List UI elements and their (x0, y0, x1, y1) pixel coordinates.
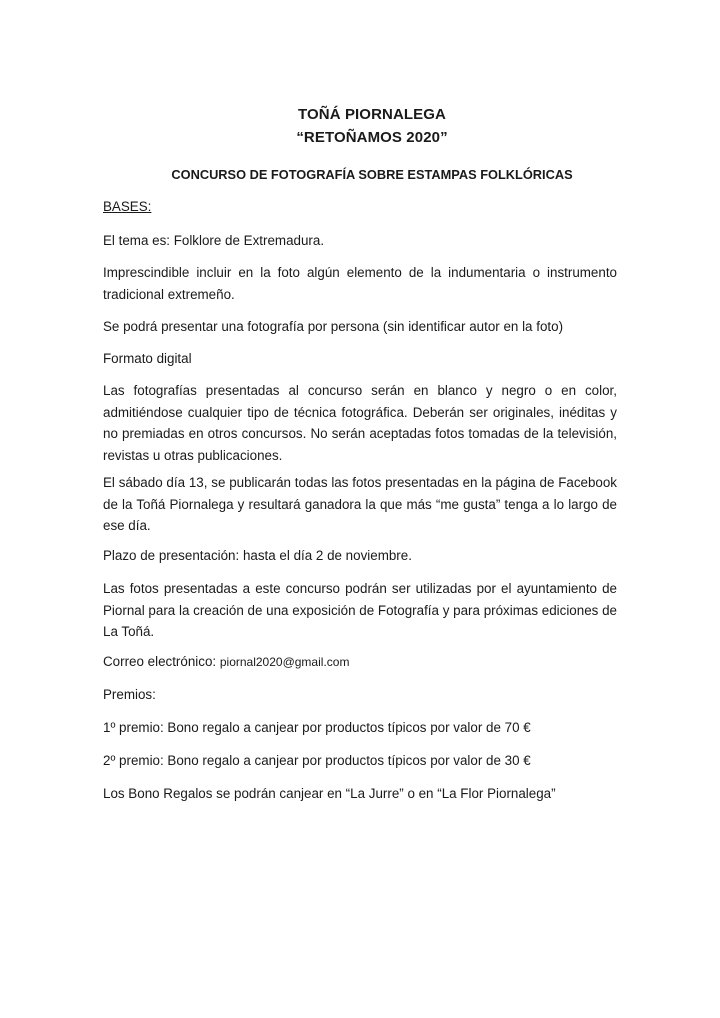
email-line (103, 651, 617, 674)
document-title: TOÑÁ PIORNALEGA (298, 106, 446, 123)
prizes-heading: Premios: (103, 687, 156, 702)
paragraph-theme: El tema es: Folklore de Extremadura. (103, 233, 325, 248)
email-label: Correo electrónico: (103, 654, 220, 669)
prize-first: 1º premio: Bono regalo a canjear por productos típicos por valor de 70 € (103, 720, 531, 735)
bases-heading: BASES: (103, 199, 152, 214)
paragraph-deadline: Plazo de presentación: hasta el día 2 de noviembre. (103, 548, 412, 563)
paragraph-redeem: Los Bono Regalos se podrán canjear en “La Jurre” o en “La Flor Piornalega” (103, 786, 556, 801)
email-address: piornal2020@gmail.com (219, 655, 350, 669)
contest-subtitle: CONCURSO DE FOTOGRAFÍA SOBRE ESTAMPAS FOLKLÓRICAS (171, 167, 573, 182)
paragraph-photos: Las fotografías presentadas al concurso serán en blanco y negro o en color, admitiéndose cualquier tipo de técnica fotográfica. Deberán ser originales, inéditas y no premiadas en otros concursos. No serán aceptadas fotos tomadas de la televisión, revistas u otras publicaciones. (103, 383, 617, 463)
document-title-event: “RETOÑAMOS 2020” (296, 129, 448, 146)
paragraph-usage: Las fotos presentadas a este concurso podrán ser utilizadas por el ayuntamiento de Piornal para la creación de una exposición de Fotografía y para próximas ediciones de La Toñá. (103, 581, 617, 639)
paragraph-saturday: El sábado día 13, se publicarán todas las fotos presentadas en la página de Facebook de la Toñá Piornalega y resultará ganadora la que más “me gusta” tenga a lo largo de ese día. (103, 475, 617, 533)
paragraph-format: Formato digital (103, 351, 192, 366)
paragraph-one-photo: Se podrá presentar una fotografía por persona (sin identificar autor en la foto) (103, 319, 564, 334)
prize-second: 2º premio: Bono regalo a canjear por productos típicos por valor de 30 € (103, 753, 531, 768)
paragraph-essential: Imprescindible incluir en la foto algún elemento de la indumentaria o instrumento tradicional extremeño. (103, 265, 617, 302)
